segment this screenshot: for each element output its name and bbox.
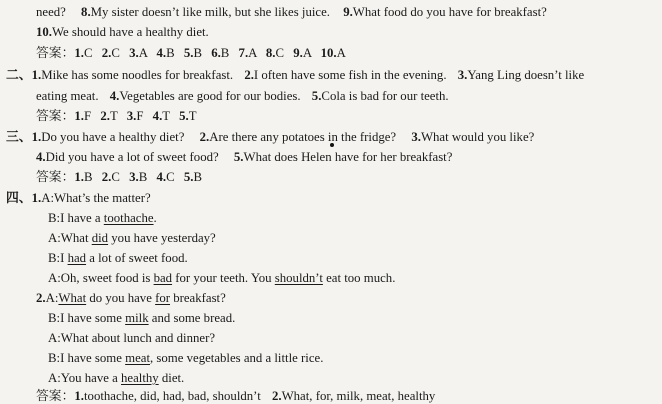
text: Mike has some noodles for breakfast. [41,68,234,82]
blank-answer: bad [153,271,173,285]
text: Cola is bad for our teeth. [321,89,449,103]
text: B:I have a [48,211,104,225]
item-number: 8. [81,5,91,19]
blank-answer: What [58,291,87,305]
blank-answer: milk [125,311,149,325]
item-number: 9. [293,46,303,60]
text: B:I [48,251,68,265]
item-number: 3. [129,170,139,184]
s4-d1-line-5 [48,270,395,286]
s4-d2-line-4 [48,350,323,366]
answer-value: B [166,46,175,60]
text: for your teeth. You [172,271,275,285]
item-number: 4. [156,46,167,60]
blank-answer: for [155,291,171,305]
answer-value: T [162,109,170,123]
text: What would you like? [420,130,535,144]
text: you have yesterday? [108,231,216,245]
s4-answers [36,388,435,404]
text: need? [36,5,66,19]
s4-d1-line-4 [48,250,188,266]
text: Do you have a healthy diet? [41,130,185,144]
text: A:You have a [48,371,121,385]
answer-value: B [193,46,202,60]
s3-line-2 [36,149,452,165]
text: A:What’s the matter? [41,191,151,205]
s4-d1-line-2 [48,210,157,226]
answer-value: T [109,109,118,123]
item-number: 4. [152,109,163,123]
answer-label: 答案： [36,389,75,403]
blank-answer: meat [125,351,150,365]
item-number: 2. [244,68,254,82]
s4-d1-line-1 [6,190,151,206]
item-number: 1. [31,130,42,144]
s1-line-1 [36,4,547,20]
s1-answers [36,45,346,61]
item-number: 5. [183,46,194,60]
section-label: 四、 [6,191,32,205]
item-number: 1. [74,170,84,184]
s2-line-2 [36,88,449,104]
item-number: 5. [179,109,189,123]
text: What food do you have for breakfast? [352,5,547,19]
text: A:Oh, sweet food is [48,271,154,285]
answer-value: T [188,109,197,123]
answer-value: B [220,46,230,60]
item-number: 2. [199,130,210,144]
item-number: 1. [74,109,84,123]
item-number: 4. [156,170,167,184]
blank-answer: did [91,231,109,245]
item-number: 2. [101,46,112,60]
text: I often have some fish in the evening. [253,68,447,82]
section-label: 二、 [6,68,32,82]
answer-value: What, for, milk, meat, healthy [281,389,436,403]
item-number: 7. [238,46,249,60]
item-number: 1. [31,68,42,82]
answer-label: 答案： [36,170,75,184]
answer-value: C [166,170,175,184]
item-number: 1. [31,191,42,205]
s2-line-1 [6,67,584,83]
text: diet. [158,371,185,385]
text: What does Helen have for her breakfast? [243,150,453,164]
text: do you have [86,291,156,305]
answer-value: B [193,170,202,184]
item-number: 6. [211,46,221,60]
text: A:What [48,231,92,245]
text: eat too much. [322,271,396,285]
text: a lot of sweet food. [86,251,188,265]
answer-value: C [275,46,285,60]
text: Yang Ling doesn’t like [467,68,585,82]
answer-value: B [138,170,148,184]
text: B:I have some [48,311,126,325]
text: Did you have a lot of sweet food? [45,150,219,164]
item-number: 9. [343,5,353,19]
answer-value: C [84,46,93,60]
item-number: 2. [36,291,46,305]
answer-value: C [111,46,120,60]
text: My sister doesn’t like milk, but she likes juice. [90,5,330,19]
blank-answer: had [67,251,87,265]
answer-value: F [136,109,144,123]
item-number: 10. [36,25,52,39]
answer-value: F [84,109,92,123]
s3-answers [36,169,202,185]
blank-answer: shouldn’t [274,271,323,285]
answer-value: A [302,46,312,60]
answer-value: B [84,170,93,184]
answer-label: 答案： [36,46,75,60]
text: A: [45,291,59,305]
section-label: 三、 [6,130,32,144]
s4-d2-line-5 [48,370,184,386]
answer-label: 答案： [36,109,75,123]
answer-value: C [111,170,120,184]
answer-value: toothache, did, had, bad, shouldn’t [84,389,261,403]
text: Vegetables are good for our bodies. [119,89,301,103]
answer-value: A [138,46,148,60]
text: , some vegetables and a little rice. [150,351,324,365]
text: Are there any potatoes in the fridge? [209,130,397,144]
item-number: 4. [36,150,46,164]
answer-value: A [336,46,346,60]
blank-answer: toothache [103,211,154,225]
text: breakfast? [170,291,226,305]
item-number: 10. [320,46,337,60]
item-number: 2. [101,170,112,184]
s4-d2-line-3 [48,330,215,346]
item-number: 1. [74,46,84,60]
s4-d2-line-1 [36,290,226,306]
s2-answers [36,108,197,124]
blank-answer: healthy [121,371,159,385]
text: A:What about lunch and dinner? [48,331,216,345]
item-number: 3. [129,46,139,60]
item-number: 3. [126,109,137,123]
item-number: 5. [311,89,322,103]
text: We should have a healthy diet. [52,25,209,39]
text: B:I have some [48,351,126,365]
item-number: 3. [411,130,421,144]
s4-d2-line-2 [48,310,235,326]
answer-value: A [248,46,257,60]
text: eating meat. [36,89,99,103]
item-number: 8. [265,46,276,60]
item-number: 2. [271,389,282,403]
s3-line-1 [6,129,534,145]
item-number: 5. [233,150,244,164]
text: . [153,211,157,225]
item-number: 5. [183,170,194,184]
s4-d1-line-3 [48,230,216,246]
item-number: 1. [74,389,84,403]
text: and some bread. [148,311,236,325]
item-number: 2. [100,109,110,123]
item-number: 3. [457,68,468,82]
s1-line-2 [36,24,209,40]
item-number: 4. [109,89,120,103]
